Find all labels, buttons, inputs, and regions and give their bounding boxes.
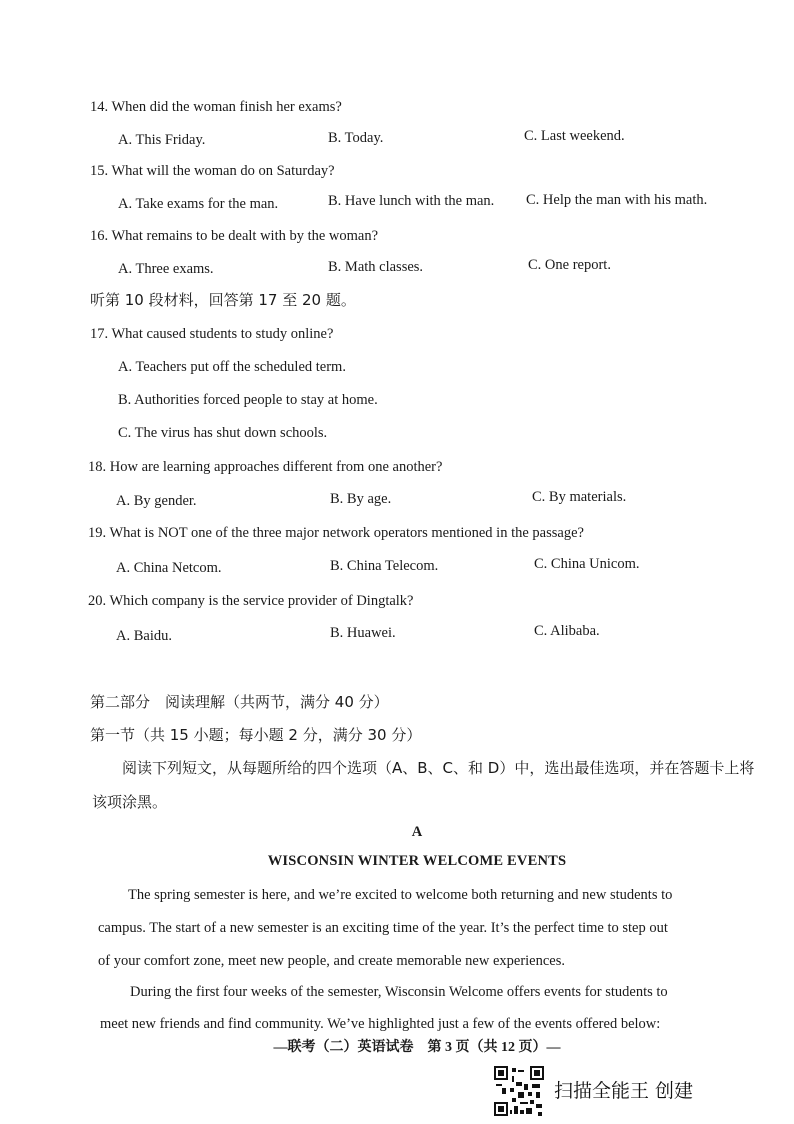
question-text: How are learning approaches different from one another? [109, 459, 443, 475]
option-b: B. Today. [328, 130, 384, 146]
passage-letter: A [411, 824, 423, 840]
option-c: C. China Unicom. [534, 556, 640, 572]
part2-title: 第二部分 阅读理解（共两节，满分 40 分） [90, 693, 389, 711]
page-footer: —联考（二）英语试卷 第 3 页（共 12 页）— [273, 1040, 561, 1055]
passage-line: The spring semester is here, and we’re excited to welcome both returning and new students to [128, 887, 673, 903]
listening-instruction: 听第 10 段材料，回答第 17 至 20 题。 [90, 291, 356, 309]
passage-line: meet new friends and find community. We’ve highlighted just a few of the events offered below: [100, 1016, 661, 1032]
option-a: A. This Friday. [118, 132, 206, 148]
passage-line: campus. The start of a new semester is an exciting time of the year. It’s the perfect time to step out [98, 920, 668, 936]
qr-code-icon [494, 1066, 544, 1116]
question-14 [90, 97, 342, 117]
question-18 [88, 457, 442, 477]
question-text: What will the woman do on Saturday? [111, 163, 335, 179]
question-text: What remains to be dealt with by the woman? [111, 228, 379, 244]
option-c: C. Last weekend. [524, 128, 625, 144]
question-15 [90, 161, 335, 181]
reading-instruction-line1: 阅读下列短文，从每题所给的四个选项（A、B、C、和 D）中，选出最佳选项，并在答题卡上将 [122, 759, 755, 777]
question-text: Which company is the service provider of Dingtalk? [109, 593, 414, 609]
scanner-stamp: 扫描全能王 创建 [554, 1080, 694, 1102]
option-a: A. China Netcom. [116, 560, 222, 576]
passage-line: of your comfort zone, meet new people, and create memorable new experiences. [98, 953, 566, 969]
option-c: C. One report. [528, 257, 611, 273]
question-number: 15. [90, 163, 109, 179]
question-number: 18. [88, 459, 107, 475]
option-b: B. Math classes. [328, 259, 424, 275]
passage-line: During the first four weeks of the semester, Wisconsin Welcome offers events for students to [130, 984, 668, 1000]
option-a: A. Teachers put off the scheduled term. [118, 359, 346, 375]
option-a: A. Three exams. [118, 261, 214, 277]
question-text: What caused students to study online? [111, 326, 334, 342]
question-19 [88, 523, 584, 543]
option-c: C. The virus has shut down schools. [118, 425, 328, 441]
question-16 [90, 226, 378, 246]
option-a: A. Take exams for the man. [118, 196, 279, 212]
question-17 [90, 324, 333, 344]
option-b: B. China Telecom. [330, 558, 439, 574]
section1-title: 第一节（共 15 小题；每小题 2 分，满分 30 分） [90, 726, 422, 744]
question-20 [88, 591, 414, 611]
option-b: B. Huawei. [330, 625, 396, 641]
reading-instruction-line2: 该项涂黑。 [92, 793, 168, 811]
question-text: When did the woman finish her exams? [111, 99, 342, 115]
question-number: 16. [90, 228, 109, 244]
option-a: A. Baidu. [116, 628, 172, 644]
option-b: B. Have lunch with the man. [328, 193, 495, 209]
option-c: C. Help the man with his math. [526, 192, 708, 208]
option-b: B. Authorities forced people to stay at home. [118, 392, 378, 408]
passage-title: WISCONSIN WINTER WELCOME EVENTS [267, 853, 567, 869]
option-b: B. By age. [330, 491, 392, 507]
question-number: 17. [90, 326, 109, 342]
option-c: C. Alibaba. [534, 623, 600, 639]
question-number: 20. [88, 593, 107, 609]
option-a: A. By gender. [116, 493, 197, 509]
question-number: 19. [88, 525, 107, 541]
question-text: What is NOT one of the three major network operators mentioned in the passage? [109, 525, 584, 541]
option-c: C. By materials. [532, 489, 627, 505]
question-number: 14. [90, 99, 109, 115]
